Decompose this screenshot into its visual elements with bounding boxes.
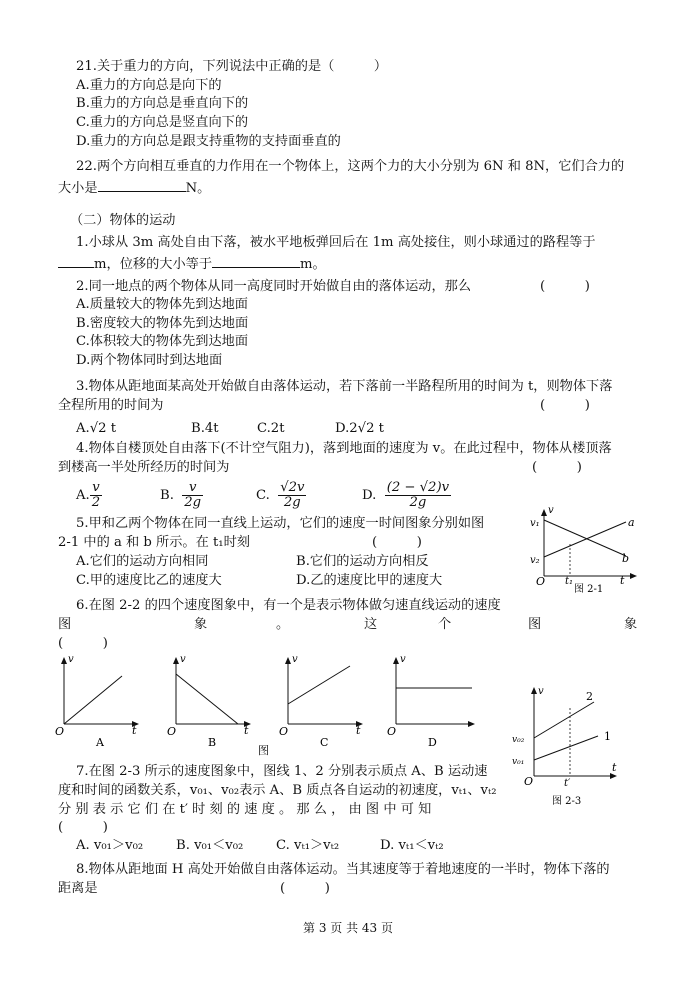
fig22-b-line <box>176 674 238 724</box>
fig23-origin-label: O <box>524 775 534 788</box>
fig22-b-origin: O <box>167 725 177 738</box>
p7-line3: 分 别 表 示 它 们 在 t′ 时 刻 的 速 度 。 那 么 ， 由 图 中 可 知 <box>58 802 432 817</box>
fig22-label-a: A <box>96 736 104 749</box>
q21-option-a: A.重力的方向总是向下的 <box>76 78 222 93</box>
p4-line2: 到楼高一半处所经历的时间为 <box>58 460 230 475</box>
p3-line1: 3.物体从距地面某高处开始做自由落体运动，若下落前一半路程所用的时间为 t，则物体下落 <box>76 379 613 394</box>
p3-paren: ( ) <box>540 398 590 413</box>
page-footer: 第 3 页 共 43 页 <box>303 921 393 935</box>
fig21-origin-label: O <box>536 575 546 588</box>
p8-line1: 8.物体从距地面 H 高处开始做自由落体运动。当其速度等于着地速度的一半时，物体下落的 <box>76 862 610 877</box>
fig22-c-v-label: v <box>292 654 298 665</box>
figure-2-1 <box>528 504 652 596</box>
p7-option-a: A. v₀₁＞v₀₂ <box>76 838 144 853</box>
p1-displacement-blank[interactable] <box>212 254 300 268</box>
fig22-b-v-label: v <box>180 654 186 665</box>
p4-line1: 4.物体自楼顶处自由落下(不计空气阻力)，落到地面的速度为 v。在此过程中，物体从楼顶落 <box>76 441 612 456</box>
fig22-graph-c <box>279 654 362 749</box>
p6-line2-word-7: 象 <box>624 617 638 632</box>
p4-option-a <box>76 481 102 510</box>
p4-paren: ( ) <box>532 460 582 475</box>
p2-option-b: B.密度较大的物体先到达地面 <box>76 316 249 331</box>
p6-line2-word-2: 象 <box>194 617 208 632</box>
p1-line2 <box>58 254 326 273</box>
p5-line2: 2-1 中的 a 和 b 所示。在 t₁时刻 <box>58 535 250 550</box>
fig23-v02-label: v₀₂ <box>512 735 525 745</box>
p2-paren: ( ) <box>540 279 590 294</box>
p4-option-b-num: v <box>182 481 203 496</box>
p7-line2: 度和时间的函数关系，v₀₁、v₀₂表示 A、B 质点各自运动的初速度，vₜ₁、vₜ₂ <box>58 783 497 798</box>
p6-line2-word-6: 图 <box>528 617 542 632</box>
p6-line2-word-3: 。 <box>276 617 290 632</box>
p2-stem: 2.同一地点的两个物体从同一高度同时开始做自由的落体运动，那么 <box>76 279 472 294</box>
fig22-b-t-label: t <box>244 724 249 737</box>
figure-2-2 <box>52 652 492 756</box>
fig22-d-origin: O <box>387 725 397 738</box>
p1-line2-mid: m，位移的大小等于 <box>94 257 213 272</box>
p5-option-a: A.它们的运动方向相同 <box>76 554 209 569</box>
q21-option-d: D.重力的方向总是跟支持重物的支持面垂直的 <box>76 134 341 149</box>
p4-option-a-label: A. <box>76 488 90 503</box>
fig21-t-label: t <box>620 574 625 587</box>
p4-option-d-frac <box>385 481 451 510</box>
fig22-c-origin: O <box>279 725 289 738</box>
fig21-caption: 图 2-1 <box>574 584 604 595</box>
section-title: （二）物体的运动 <box>70 213 176 228</box>
fig21-line-a <box>544 522 626 557</box>
p8-paren: ( ) <box>280 881 330 896</box>
q22-line2-post: N。 <box>185 181 211 196</box>
fig22-label-c: C <box>320 736 329 749</box>
p5-option-b: B.它们的运动方向相反 <box>296 554 429 569</box>
fig22-a-origin: O <box>55 725 65 738</box>
p3-line2: 全程所用的时间为 <box>58 398 164 413</box>
p6-line2-word-1: 图 <box>58 617 72 632</box>
p3-option-d: D.2√2 t <box>335 421 384 436</box>
p4-option-d-label: D. <box>362 488 377 503</box>
fig23-v-label: v <box>538 686 544 697</box>
p7-line1: 7.在图 2-3 所示的速度图象中，图线 1、2 分别表示质点 A、B 运动速 <box>76 764 488 779</box>
fig22-caption: 图 <box>258 744 269 756</box>
p4-option-c <box>256 481 306 510</box>
fig22-a-t-label: t <box>132 724 137 737</box>
figure-2-3 <box>508 684 632 808</box>
p5-option-d: D.乙的速度比甲的速度大 <box>296 573 443 588</box>
p4-option-d <box>362 481 451 510</box>
p4-option-d-den: 2g <box>409 495 427 510</box>
p6-line2-word-4: 这 <box>364 617 378 632</box>
p4-option-b-frac <box>182 481 203 510</box>
p4-option-c-label: C. <box>256 488 270 503</box>
fig22-label-d: D <box>428 736 437 749</box>
fig21-b-label: b <box>622 552 630 565</box>
p6-line2-word-5: 个 <box>438 617 452 632</box>
fig21-a-label: a <box>628 516 635 529</box>
p4-option-a-num: v <box>90 481 102 496</box>
fig23-line-1-label: 1 <box>604 730 611 743</box>
fig23-line-2-label: 2 <box>586 690 593 703</box>
q21-option-b: B.重力的方向总是垂直向下的 <box>76 96 249 111</box>
p4-option-b <box>160 481 203 510</box>
fig22-d-v-label: v <box>400 654 406 665</box>
fig23-t-label: t <box>612 761 617 774</box>
q21-stem: 21.关于重力的方向，下列说法中正确的是（ ） <box>76 59 388 74</box>
fig22-a-v-label: v <box>68 654 74 665</box>
fig23-tprime-label: t′ <box>564 778 571 789</box>
fig23-caption: 图 2-3 <box>552 796 582 807</box>
fig21-v2-label: v₂ <box>530 555 540 566</box>
fig22-graph-d <box>387 654 474 749</box>
p4-option-c-frac <box>278 481 306 510</box>
p6-line1: 6.在图 2-2 的四个速度图象中，有一个是表示物体做匀速直线运动的速度 <box>76 598 501 613</box>
p4-option-a-frac <box>90 481 102 510</box>
p7-option-b: B. v₀₁＜v₀₂ <box>176 838 244 853</box>
p6-line3: ( ) <box>58 636 108 651</box>
p1-line2-end: m。 <box>300 257 326 272</box>
p1-line1: 1.小球从 3m 高处自由下落，被水平地板弹回后在 1m 高处接住，则小球通过的路程等于 <box>76 235 596 250</box>
p2-option-d: D.两个物体同时到达地面 <box>76 353 223 368</box>
fig21-v1-label: v₁ <box>530 518 540 529</box>
q21-option-c: C.重力的方向总是竖直向下的 <box>76 115 249 130</box>
fig21-t1-label: t₁ <box>565 576 574 587</box>
p7-option-c: C. vₜ₁＞vₜ₂ <box>276 838 340 853</box>
p4-option-b-den: 2g <box>184 495 202 510</box>
p4-option-d-num: (2 − √2)v <box>386 480 450 495</box>
q22-line2-pre: 大小是 <box>58 181 98 196</box>
p4-option-a-den: 2 <box>91 495 101 510</box>
p8-line2: 距离是 <box>58 881 98 896</box>
fig21-line-b <box>544 520 626 556</box>
p3-option-b: B.4t <box>191 421 219 436</box>
q22-line2 <box>58 178 210 197</box>
fig22-label-b: B <box>208 736 217 749</box>
fig22-a-line <box>64 676 122 724</box>
p4-option-c-den: 2g <box>283 495 301 510</box>
p5-option-c: C.甲的速度比乙的速度大 <box>76 573 222 588</box>
p4-option-b-label: B. <box>160 488 174 503</box>
fig22-graph-a <box>55 654 138 749</box>
p3-option-a: A.√2 t <box>76 421 117 436</box>
fig23-line-2 <box>534 702 594 738</box>
fig23-v01-label: v₀₁ <box>512 757 525 767</box>
fig23-line-1 <box>534 736 598 760</box>
fig22-c-t-label: t <box>356 724 361 737</box>
fig21-v-label: v <box>548 505 554 516</box>
fig22-c-line <box>288 666 350 704</box>
q22-answer-blank[interactable] <box>98 178 186 192</box>
fig22-graph-b <box>167 654 250 749</box>
p4-option-c-num: √2v <box>280 480 305 495</box>
p7-line4: ( ) <box>58 820 108 835</box>
q22-line1: 22.两个方向相互垂直的力作用在一个物体上，这两个力的大小分别为 6N 和 8N，它们合力的 <box>76 159 625 174</box>
p7-option-d: D. vₜ₁＜vₜ₂ <box>380 838 444 853</box>
p5-line1: 5.甲和乙两个物体在同一直线上运动，它们的速度一时间图象分别如图 <box>76 516 485 531</box>
p2-option-a: A.质量较大的物体先到达地面 <box>76 297 248 312</box>
p3-option-c: C.2t <box>257 421 285 436</box>
p1-path-blank[interactable] <box>58 254 94 268</box>
p2-option-c: C.体积较大的物体先到达地面 <box>76 334 249 349</box>
p5-paren: ( ) <box>372 535 422 550</box>
